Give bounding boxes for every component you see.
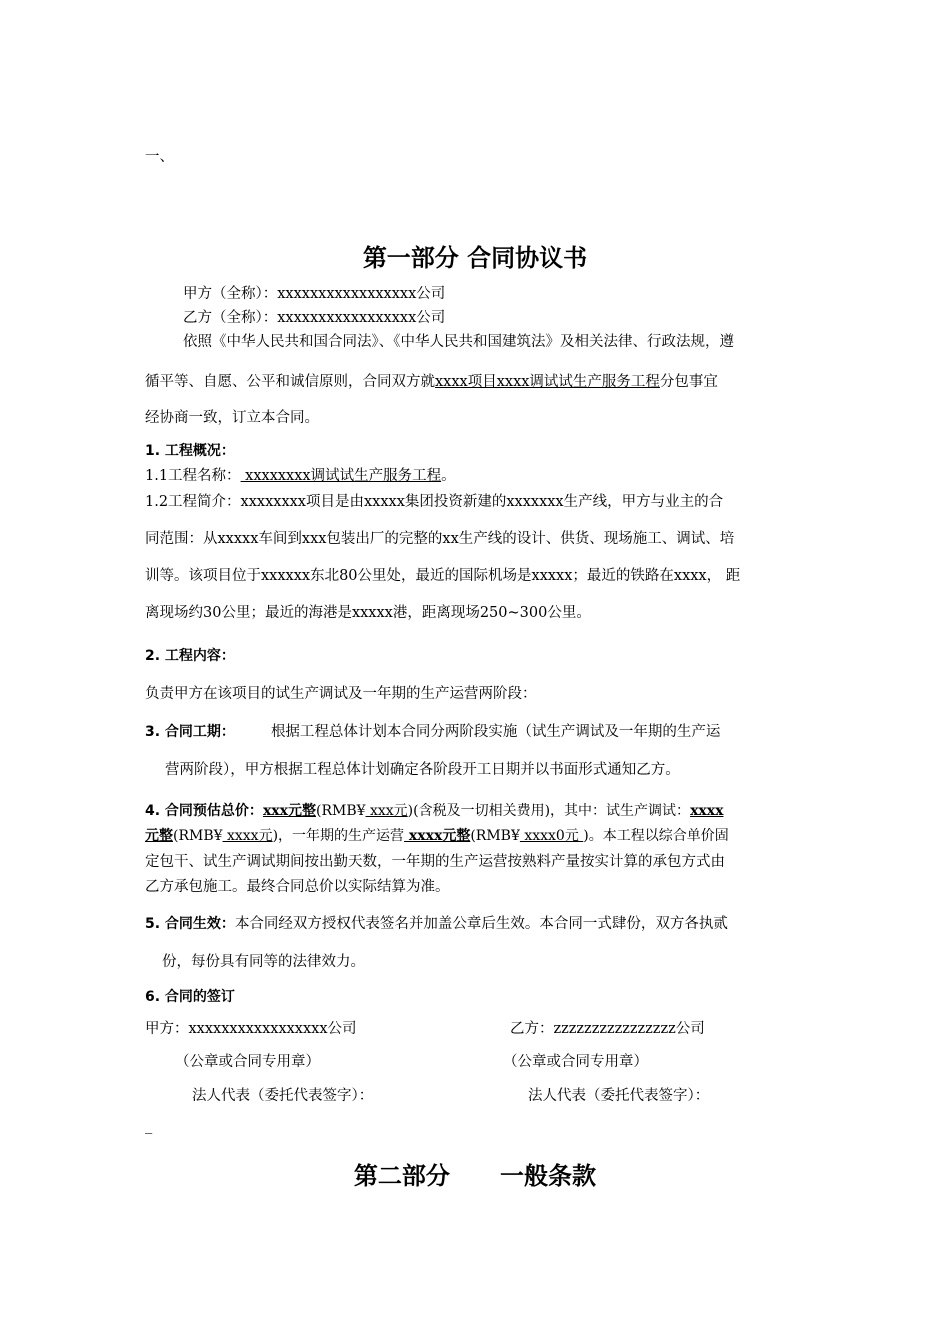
section-1-2-line-1: 1.2工程简介：xxxxxxxx项目是由xxxxx集团投资新建的xxxxxxx生产线，甲方与业主的合 (145, 494, 724, 510)
part2-title-text: 第二部分 一般条款 (353, 1162, 597, 1190)
project-name: xxxx项目xxxx调试试生产服务工程 (435, 374, 660, 390)
section-3-line-1 (145, 720, 720, 741)
project-name-end: 。 (441, 468, 456, 484)
intro-line-3: 经协商一致，订立本合同。 (145, 410, 319, 426)
party-b-line: 乙方（全称）：xxxxxxxxxxxxxxxxx公司 (183, 310, 446, 326)
trial-price-num: xxxx元 (222, 828, 273, 844)
operation-price: xxxx元整 (404, 828, 471, 844)
section-2-heading: 2. 工程内容： (145, 648, 235, 664)
section-3-line-2: 营两阶段），甲方根据工程总体计划确定各阶段开工日期并以书面形式通知乙方。 (165, 762, 680, 778)
party-a-line: 甲方（全称）：xxxxxxxxxxxxxxxxx公司 (183, 286, 446, 302)
section-5-body-1: 本合同经双方授权代表签名并加盖公章后生效。本合同一式肆份，双方各执贰 (234, 916, 728, 932)
section-1-1 (145, 464, 456, 485)
total-price-num: xxx元 (365, 803, 408, 819)
section-3-heading: 3. 合同工期： (145, 724, 235, 740)
party-a-seal: （公章或合同专用章） (175, 1054, 320, 1070)
section-4-line-1 (145, 800, 723, 820)
intro-line-1: 依照《中华人民共和国合同法》、《中华人民共和国建筑法》及相关法律、行政法规，遵 (183, 334, 734, 350)
operation-price-num: xxxx0元 (519, 828, 584, 844)
separator-dash: _ (145, 1118, 153, 1134)
project-name-value: xxxxxxxx调试试生产服务工程 (240, 468, 442, 484)
section-1-2-line-3: 训等。该项目位于xxxxxx东北80公里处，最近的国际机场是xxxxx；最近的铁路在xxxx， 距 (145, 568, 741, 584)
section-5-line-1 (145, 912, 728, 933)
party-a-name: 甲方：xxxxxxxxxxxxxxxxx公司 (145, 1021, 357, 1037)
rmb-1: (RMB¥ (315, 803, 366, 819)
section-5-line-2: 份，每份具有同等的法律效力。 (162, 954, 365, 970)
section-3-body-1: 根据工程总体计划本合同分两阶段实施（试生产调试及一年期的生产运 (270, 724, 721, 740)
trial-price: xxxx (690, 803, 724, 819)
intro-line-2c: 分包事宜 (659, 374, 718, 390)
part2-title (0, 1156, 950, 1191)
section-4-heading: 4. 合同预估总价： (145, 803, 263, 819)
section-4-line-3: 定包干、试生产调试期间按出勤天数，一年期的生产运营按熟料产量按实计算的承包方式由 (145, 854, 725, 870)
heading-marker: 一、 (145, 149, 174, 165)
section-2-body: 负责甲方在该项目的试生产调试及一年期的生产运营两阶段： (145, 686, 537, 702)
part1-title: 第一部分 合同协议书 (362, 244, 588, 272)
tax-note: )(含税及一切相关费用)，其中：试生产调试： (407, 803, 691, 819)
rmb-2: (RMB¥ (173, 828, 223, 844)
section-5-heading: 5. 合同生效： (145, 916, 235, 932)
total-price: xxx元整 (262, 803, 316, 819)
trial-price-unit: 元整 (145, 828, 173, 844)
project-name-label: 1.1工程名称： (145, 468, 241, 484)
operation-label: )，一年期的生产运营 (272, 828, 405, 844)
party-a-representative: 法人代表（委托代表签字）： (192, 1088, 374, 1104)
section-4-line-2-end: )。本工程以综合单价固 (583, 828, 729, 844)
rmb-3: (RMB¥ (470, 828, 520, 844)
section-4-line-4: 乙方承包施工。最终合同总价以实际结算为准。 (145, 879, 450, 895)
party-b-representative: 法人代表（委托代表签字）： (528, 1088, 710, 1104)
intro-line-2 (145, 370, 718, 391)
party-b-seal: （公章或合同专用章） (503, 1054, 648, 1070)
party-b-name: 乙方：zzzzzzzzzzzzzzzz公司 (510, 1021, 705, 1037)
section-1-2-line-2: 同范围：从xxxxx车间到xxx包装出厂的完整的xx生产线的设计、供货、现场施工、调试、培 (145, 531, 735, 547)
section-1-heading: 1. 工程概况： (145, 443, 235, 459)
section-4-line-2 (145, 825, 729, 845)
section-1-2-line-4: 离现场约30公里；最近的海港是xxxxx港，距离现场250~300公里。 (145, 605, 591, 621)
section-6-heading: 6. 合同的签订 (145, 989, 235, 1005)
intro-line-2a: 循平等、自愿、公平和诚信原则，合同双方就 (145, 374, 435, 390)
